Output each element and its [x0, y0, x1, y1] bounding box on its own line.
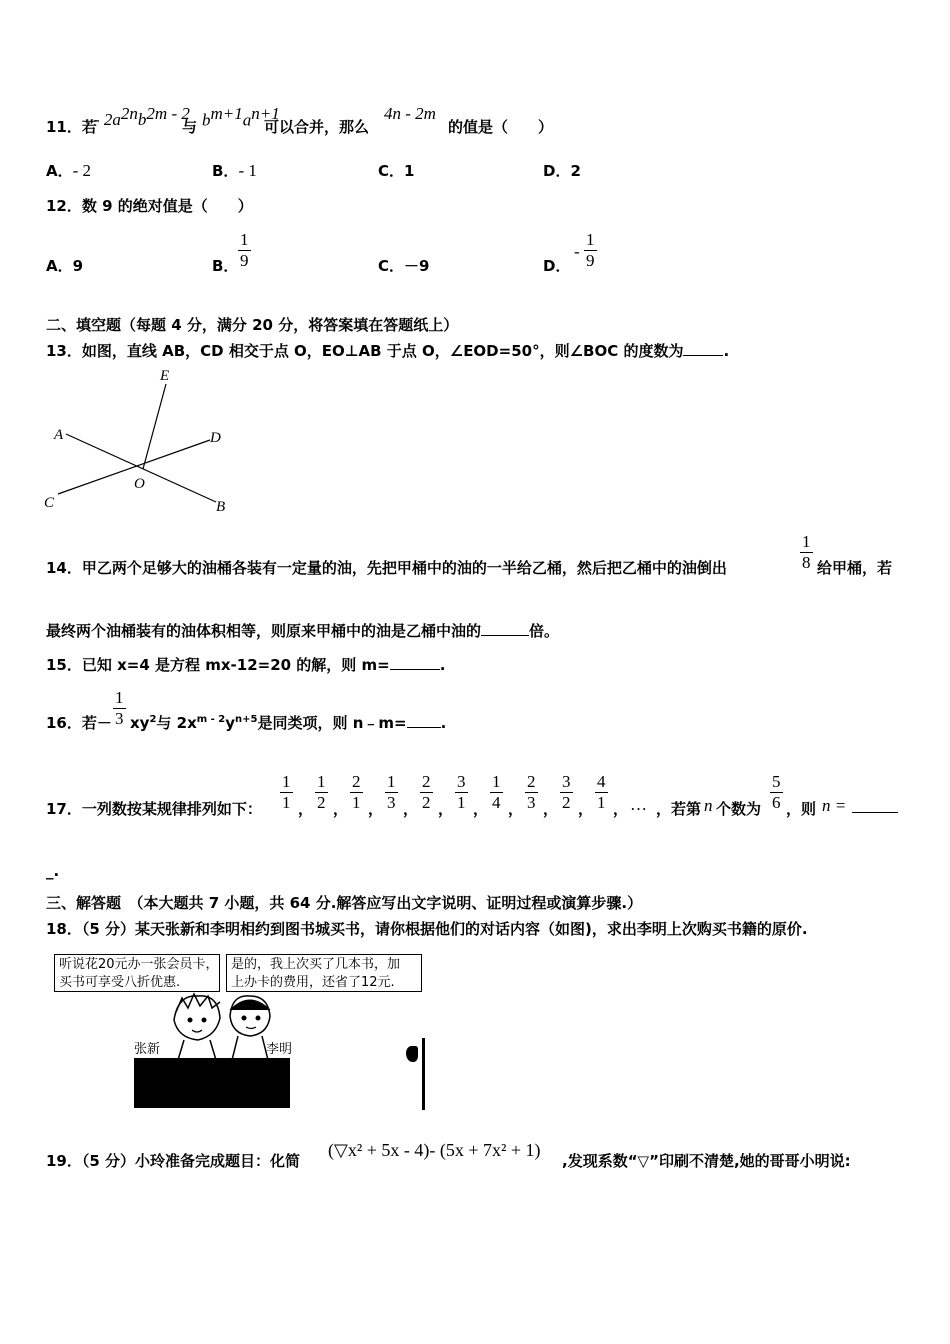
q17-sequence-fraction: $\frac{1}{1}$ — [282, 772, 291, 812]
q17-separator: ， — [298, 800, 314, 818]
edge-mark-line — [422, 1038, 425, 1110]
q17-separator: ， — [333, 800, 349, 818]
name-label-liming: 李明 — [266, 1042, 293, 1057]
q17-sequence-fraction: $\frac{1}{4}$ — [492, 772, 501, 812]
q17-prefix: 17．一列数按某规律排列如下： — [46, 800, 262, 818]
q17-sequence-fraction: $\frac{3}{2}$ — [562, 772, 571, 812]
q11-mid-text: 可以合并，那么 — [264, 118, 370, 136]
q17-continuation: _. — [46, 862, 60, 880]
q16-terms: $xy^2$与 $2x^{m - 2}y^{n+5}$是同类项，则 n﹣m= . — [130, 714, 447, 732]
q12-stem: 12．数 9 的绝对值是（ ） — [46, 197, 253, 215]
q17-separator: ， — [438, 800, 454, 818]
q17-mid-2: 个数为 — [716, 800, 762, 818]
q17-separator: ， — [613, 800, 629, 818]
q14-fraction: $\frac{1}{8}$ — [802, 532, 811, 572]
dark-counter-block — [134, 1058, 290, 1108]
q17-ellipsis: … — [630, 795, 647, 814]
q17-separator: ， — [368, 800, 384, 818]
section-3-heading: 三、解答题 （本大题共 7 小题，共 64 分.解答应写出文字说明、证明过程或演算步骤.） — [46, 894, 643, 912]
q17-separator: ， — [403, 800, 419, 818]
q17-target-fraction: $\frac{5}{6}$ — [772, 772, 781, 812]
speech-bubble-liming: 是的，我上次买了几本书，加 上办卡的费用，还省了12元. — [226, 954, 422, 992]
q12-option-b-fraction: $\frac{1}{9}$ — [240, 230, 249, 270]
q17-separator: ， — [543, 800, 559, 818]
q11-and: 与 — [182, 118, 198, 136]
q17-n-variable: n — [704, 796, 713, 815]
q14-line-1: 14．甲乙两个足够大的油桶各装有一定量的油，先把甲桶中的油的一半给乙桶，然后把乙桶中的油倒出 — [46, 559, 727, 577]
label-e: E — [160, 368, 170, 384]
edge-mark-blot — [406, 1046, 418, 1062]
q12-option-d-sign: - — [574, 242, 580, 261]
q17-sequence-fraction: $\frac{4}{1}$ — [597, 772, 606, 812]
q12-option-d-label: D． — [543, 257, 571, 275]
q12-option-b-label: B． — [212, 257, 239, 275]
q12-option-c: C．－9 — [378, 257, 430, 275]
q18-stem: 18．（5 分）某天张新和李明相约到图书城买书，请你根据他们的对话内容（如图)，求出李明上次购买书籍的原价. — [46, 920, 808, 938]
q17-sequence-fraction: $\frac{1}{2}$ — [317, 772, 326, 812]
q17-sequence-fraction: $\frac{3}{1}$ — [457, 772, 466, 812]
q13-angle-figure — [40, 362, 240, 522]
q11-number: 11．若 — [46, 118, 97, 136]
q12-option-a: A．9 — [46, 257, 84, 275]
q16-prefix: 16．若－ — [46, 714, 112, 732]
q11-expression-2: $b^{m+1}a^{n+1}$ — [202, 104, 280, 130]
q14-line-2: 最终两个油桶装有的油体积相等，则原来甲桶中的油是乙桶中油的 倍。 — [46, 622, 560, 640]
q18-dialogue-illustration — [54, 950, 424, 1112]
q17-mid-3: ，则 — [786, 800, 817, 818]
q15-stem: 15．已知 x=4 是方程 mx-12=20 的解，则 m= . — [46, 656, 446, 674]
q16-fraction: $\frac{1}{3}$ — [115, 688, 124, 728]
cartoon-characters — [164, 990, 274, 1060]
q17-sequence-fraction: $\frac{2}{3}$ — [527, 772, 536, 812]
q11-option-d: D．2 — [543, 162, 581, 180]
q11-option-b: B．- 1 — [212, 161, 257, 180]
q13-stem: 13．如图，直线 AB，CD 相交于点 O，EO⊥AB 于点 O，∠EOD=50°，则∠BOC 的度数为 . — [46, 342, 730, 360]
q14-line-1-tail: 给甲桶，若 — [817, 559, 893, 577]
q11-option-c: C．1 — [378, 162, 415, 180]
q17-separator: ， — [508, 800, 524, 818]
q17-answer-blank — [852, 812, 898, 813]
q11-tail: 的值是（ ） — [448, 118, 554, 136]
q17-sequence-fraction: $\frac{2}{2}$ — [422, 772, 431, 812]
name-label-zhangxin: 张新 — [134, 1042, 161, 1057]
label-c: C — [44, 495, 55, 511]
q11-option-a: A．- 2 — [46, 161, 92, 180]
label-d: D — [210, 430, 221, 446]
q19-expression: (▽x² + 5x - 4)- (5x + 7x² + 1) — [328, 1140, 541, 1160]
q11-expression-3: 4n - 2m — [384, 104, 436, 123]
section-2-heading: 二、填空题（每题 4 分，满分 20 分，将答案填在答题纸上） — [46, 316, 459, 334]
q17-mid-1: ，若第 — [656, 800, 702, 818]
label-a: A — [54, 427, 64, 443]
q17-sequence-fraction: $\frac{2}{1}$ — [352, 772, 361, 812]
q17-separator: ， — [473, 800, 489, 818]
label-b: B — [216, 499, 226, 515]
label-o: O — [134, 476, 145, 492]
q17-sequence-fraction: $\frac{1}{3}$ — [387, 772, 396, 812]
q17-separator: ， — [578, 800, 594, 818]
q17-equation: n = — [822, 796, 847, 815]
q19-prefix: 19．（5 分）小玲准备完成题目：化简 — [46, 1152, 301, 1170]
q19-tail: ,发现系数“▽”印刷不清楚,她的哥哥小明说: — [562, 1152, 851, 1170]
speech-bubble-zhangxin: 听说花20元办一张会员卡， 买书可享受八折优惠. — [54, 954, 220, 992]
q12-option-d-fraction: $\frac{1}{9}$ — [586, 230, 595, 270]
q11-expression-1: - $2a^{2n}b^{2m - 2}$ — [94, 104, 190, 129]
